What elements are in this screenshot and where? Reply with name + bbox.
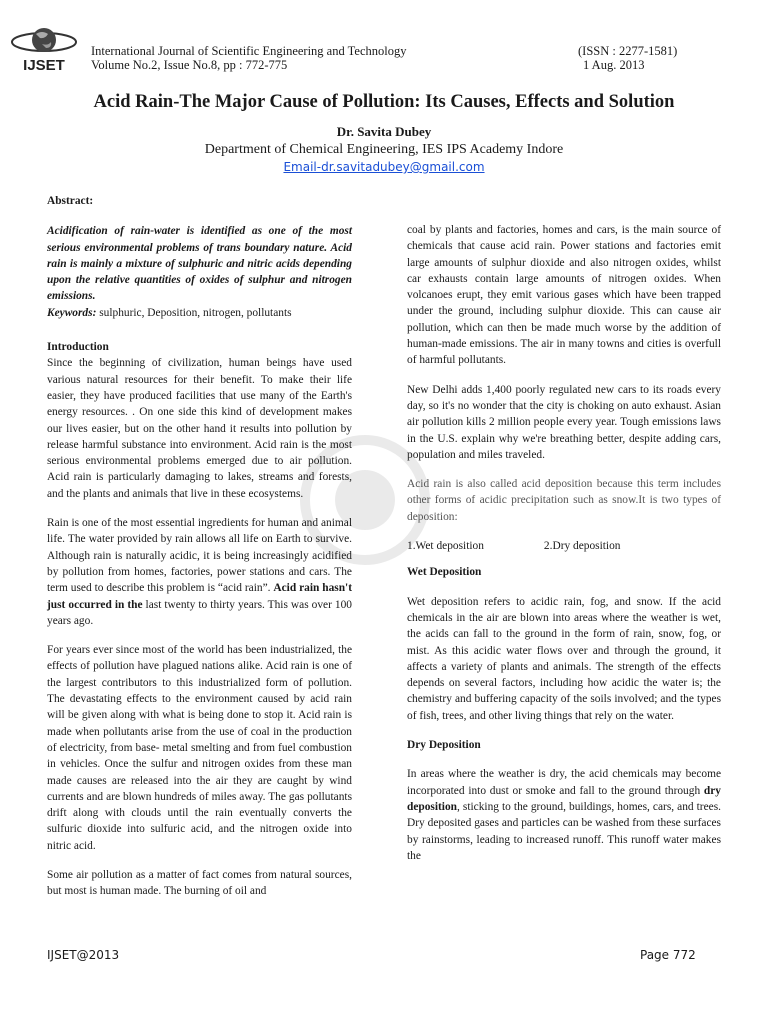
- abstract-heading: Abstract:: [47, 195, 94, 207]
- rain-paragraph-bold: Acid rain hasn't just occurred in the: [47, 582, 352, 611]
- introduction-heading: Introduction: [47, 341, 109, 354]
- right-column: [407, 222, 721, 864]
- keywords-list: sulphuric, Deposition, nitrogen, pollutants: [96, 306, 292, 319]
- journal-name: International Journal of Scientific Engineering and Technology: [91, 44, 407, 58]
- footer-copyright: IJSET@2013: [47, 948, 120, 962]
- dry-deposition-text-b: , sticking to the ground, buildings, homes, cars, and trees. Dry deposited gases and particles can be washed from these surfaces by rainstorms, leading to increased runoff. This runoff water makes the: [407, 800, 721, 862]
- abstract-text: Acidification of rain-water is identified as one of the most serious environmental problems of trans boundary nature. Acid rain is mainly a mixture of sulphuric and nitric acids depending upon the relative quantities of oxides of sulphur and nitrogen emissions.: [47, 225, 352, 303]
- volume-info: Volume No.2, Issue No.8, pp : 772-775: [91, 58, 288, 72]
- dry-deposition-text-a: In areas where the weather is dry, the acid chemicals may become incorporated into dust or smoke and fall to the ground through: [407, 768, 721, 797]
- sources-paragraph: coal by plants and factories, homes and cars, is the main source of chemicals that cause acid rain. Power stations and factories emit large amounts of sulphur dioxide and also nitrogen oxides, whilst car exhausts contain large amounts of nitrogen oxides. When volcanoes erupt, they emit various gases which have been trapped under the ground, including sulphur dioxide. This can cause air pollution, which can then be made much worse by the addition of human-made emissions. The air in many towns and cities is overfull of harmful pollutants.: [407, 224, 721, 367]
- logo-text: IJSET: [23, 57, 65, 74]
- author-name: Dr. Savita Dubey: [336, 124, 432, 139]
- deposition-type-dry: 2.Dry deposition: [543, 540, 621, 553]
- footer-page-number: Page 772: [640, 948, 696, 962]
- rain-paragraph-text: Rain is one of the most essential ingredients for human and animal life. The water provided by rain allows all life on Earth to survive. Although rain is naturally acidic, it is being increasingly acidified by pollution from homes, factories, power stations and cars. The term used to describe this problem is “acid rain”.: [47, 517, 352, 595]
- rain-paragraph: [47, 515, 352, 629]
- paper-title: Acid Rain-The Major Cause of Pollution: Its Causes, Effects and Solution: [93, 92, 675, 112]
- industrialization-paragraph: For years ever since most of the world has been industrialized, the effects of pollution have plagued nations alike. Acid rain is one of the largest contributors to this industrialized form of pollution. The devastating effects to the environment caused by acid rain will be given along with what is being done to stop it. Acid rain is made when pollutants arise from the use of coal in the production of electricity, from base- metal smelting and from fuel combustion in vehicles. Once the sulfur and nitrogen oxides from these man made causes are released into the air they are caught by wind currents and are blown hundreds of miles away. The gas pollutants drift along with clouds until the rain eventually converts the sulfuric dioxide into sulfuric acid, and the nitrogen oxide into nitric acid.: [47, 644, 352, 852]
- deposition-types: [407, 538, 721, 554]
- left-column: [47, 193, 352, 900]
- wet-deposition-text: Wet deposition refers to acidic rain, fog, and snow. If the acid chemicals in the air are blown into areas where the weather is wet, the acids can fall to the ground in the form of rain, snow, fog, or mist. As this acidic water flows over and through the ground, it affects a variety of plants and animals. The strength of the effects depends on several factors, including how acidic the water is; the chemistry and buffering capacity of the soils involved; and the types of fish, trees, and other living things that rely on the water.: [407, 595, 721, 722]
- acid-deposition-paragraph: Acid rain is also called acid deposition because this term includes other forms of acidic precipitation such as snow.It is two types of deposition:: [407, 478, 721, 523]
- keywords-line: [47, 305, 352, 321]
- keywords-label: Keywords:: [47, 306, 97, 319]
- dry-deposition-bold: dry deposition: [407, 784, 721, 813]
- new-delhi-paragraph: New Delhi adds 1,400 poorly regulated new cars to its roads every day, so it's no wonder that the city is choking on auto exhaust. Asian air pollution kills 2 million people every year. Tough emissions laws in the U.S. explain why we're breathing better, despite adding cars, population and miles traveled.: [407, 383, 721, 461]
- issue-date: 1 Aug. 2013: [583, 58, 645, 72]
- natural-sources-paragraph: Some air pollution as a matter of fact comes from natural sources, but most is human made. The burning of oil and: [47, 868, 352, 898]
- dry-deposition-heading: Dry Deposition: [407, 739, 481, 752]
- rain-paragraph-end: last twenty to thirty years. This was over 100 years ago.: [47, 598, 352, 627]
- dry-deposition-text: [407, 766, 721, 864]
- deposition-type-wet: 1.Wet deposition: [407, 540, 484, 553]
- intro-paragraph: Since the beginning of civilization, human beings have used various natural resources for their benefit. To make their life easier, they have produced facilities that use many of the Earth's energy resources. . On one side this kind of development makes our lives easier, but on the other hand it results into pollution by release harmful substance into environment. Acid rain is the most serious environmental problems emerged due to air pollution. Acid rain is particularly damaging to lakes, streams and forests, and the plants and animals that live in these ecosystems.: [47, 357, 352, 500]
- author-department: Department of Chemical Engineering, IES IPS Academy Indore: [204, 142, 564, 157]
- ijset-logo: [6, 20, 84, 80]
- issn: (ISSN : 2277-1581): [578, 44, 678, 58]
- wet-deposition-heading: Wet Deposition: [407, 566, 482, 579]
- author-email-link[interactable]: Email-dr.savitadubey@gmail.com: [283, 160, 485, 174]
